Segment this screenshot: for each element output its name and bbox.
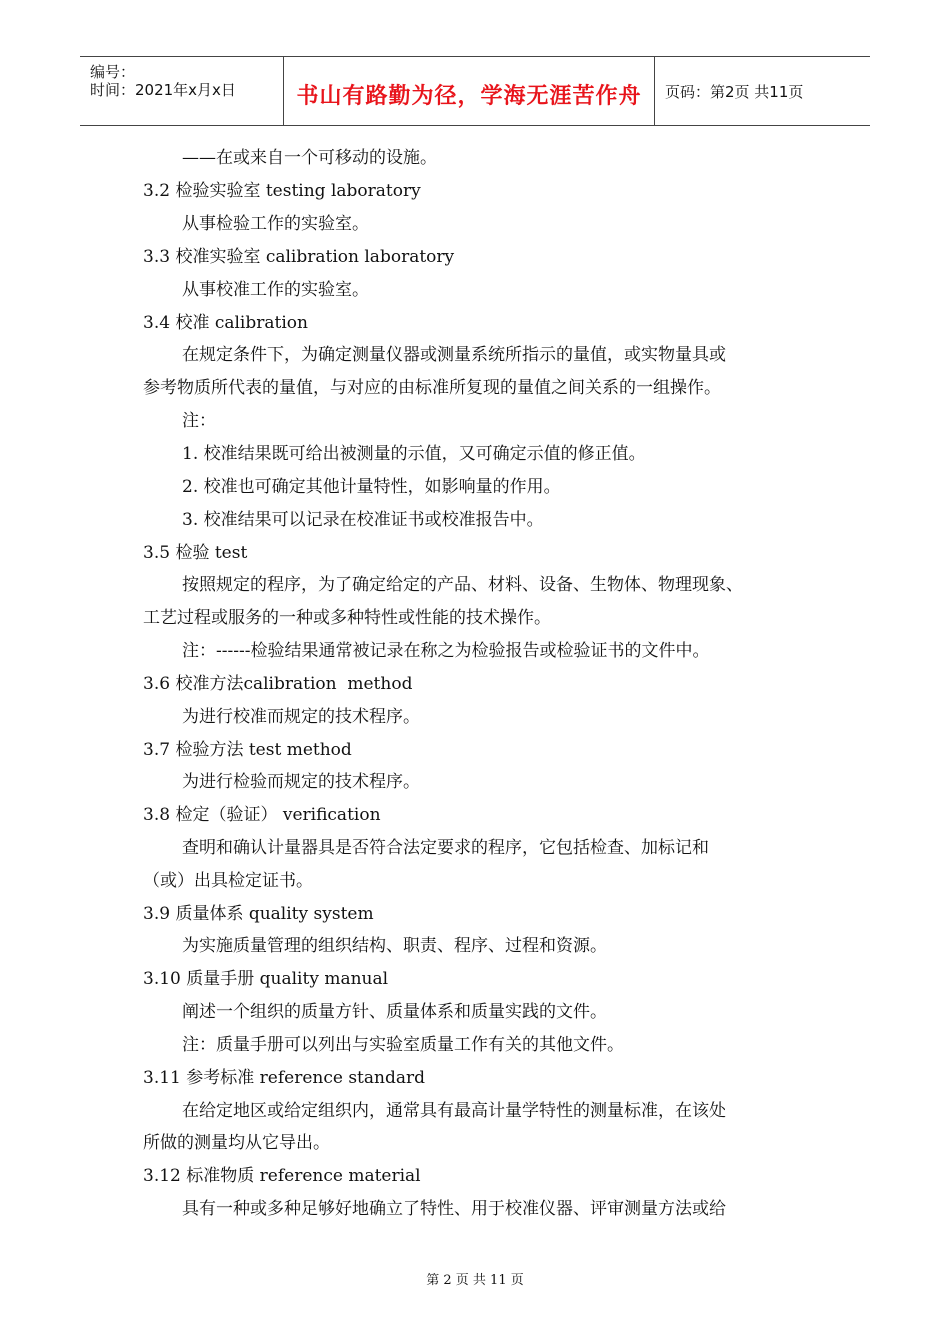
body-line: 在规定条件下，为确定测量仪器或测量系统所指示的量值，或实物量具或 [182,345,726,365]
body-line: 按照规定的程序，为了确定给定的产品、材料、设备、生物体、物理现象、 [182,575,743,595]
body-line: 为实施质量管理的组织结构、职责、程序、过程和资源。 [182,936,607,956]
body-line: 在给定地区或给定组织内，通常具有最高计量学特性的测量标准，在该处 [182,1101,726,1121]
header-page-info: 页码：第2页 共11页 [665,83,804,101]
body-line: 从事校准工作的实验室。 [182,280,369,300]
header-motto-cell [284,57,655,125]
section-heading: 3.5 检验 test [143,543,248,563]
note-item: 1. 校准结果既可给出被测量的示值，又可确定示值的修正值。 [182,444,646,464]
page-header [80,56,870,126]
body-line: （或）出具检定证书。 [143,871,313,891]
note-line: 注：------检验结果通常被记录在称之为检验报告或检验证书的文件中。 [182,641,710,661]
body-line: 为进行校准而规定的技术程序。 [182,707,420,727]
section-heading: 3.2 检验实验室 testing laboratory [143,181,421,201]
body-line: 具有一种或多种足够好地确立了特性、用于校准仪器、评审测量方法或给 [182,1199,726,1219]
body-line: ——在或来自一个可移动的设施。 [182,148,437,168]
body-line: 所做的测量均从它导出。 [143,1133,330,1153]
note-line: 注：质量手册可以列出与实验室质量工作有关的其他文件。 [182,1035,624,1055]
body-line: 阐述一个组织的质量方针、质量体系和质量实践的文件。 [182,1002,607,1022]
section-heading: 3.7 检验方法 test method [143,740,352,760]
note-label: 注： [182,411,216,431]
section-heading: 3.4 校准 calibration [143,313,308,333]
section-heading: 3.8 检定（验证） verification [143,805,381,825]
section-heading: 3.12 标准物质 reference material [143,1166,421,1186]
body-line: 为进行检验而规定的技术程序。 [182,772,420,792]
section-heading: 3.9 质量体系 quality system [143,904,374,924]
header-motto: 书山有路勤为径，学海无涯苦作舟 [296,84,642,109]
section-heading: 3.10 质量手册 quality manual [143,969,389,989]
section-heading: 3.3 校准实验室 calibration laboratory [143,247,455,267]
body-line: 工艺过程或服务的一种或多种特性或性能的技术操作。 [143,608,551,628]
note-item: 3. 校准结果可以记录在校准证书或校准报告中。 [182,510,544,530]
body-line: 参考物质所代表的量值，与对应的由标准所复现的量值之间关系的一组操作。 [143,378,721,398]
page-footer: 第 2 页 共 11 页 [426,1273,524,1288]
note-item: 2. 校准也可确定其他计量特性，如影响量的作用。 [182,477,561,497]
section-heading: 3.11 参考标准 reference standard [143,1068,425,1088]
body-line: 查明和确认计量器具是否符合法定要求的程序，它包括检查、加标记和 [182,838,709,858]
section-heading: 3.6 校准方法calibration method [143,674,413,694]
header-page-cell [655,57,870,125]
document-number-label: 编号： [90,63,136,81]
document-time-label: 时间：2021年x月x日 [90,81,236,99]
body-line: 从事检验工作的实验室。 [182,214,369,234]
header-meta-cell [80,57,284,125]
